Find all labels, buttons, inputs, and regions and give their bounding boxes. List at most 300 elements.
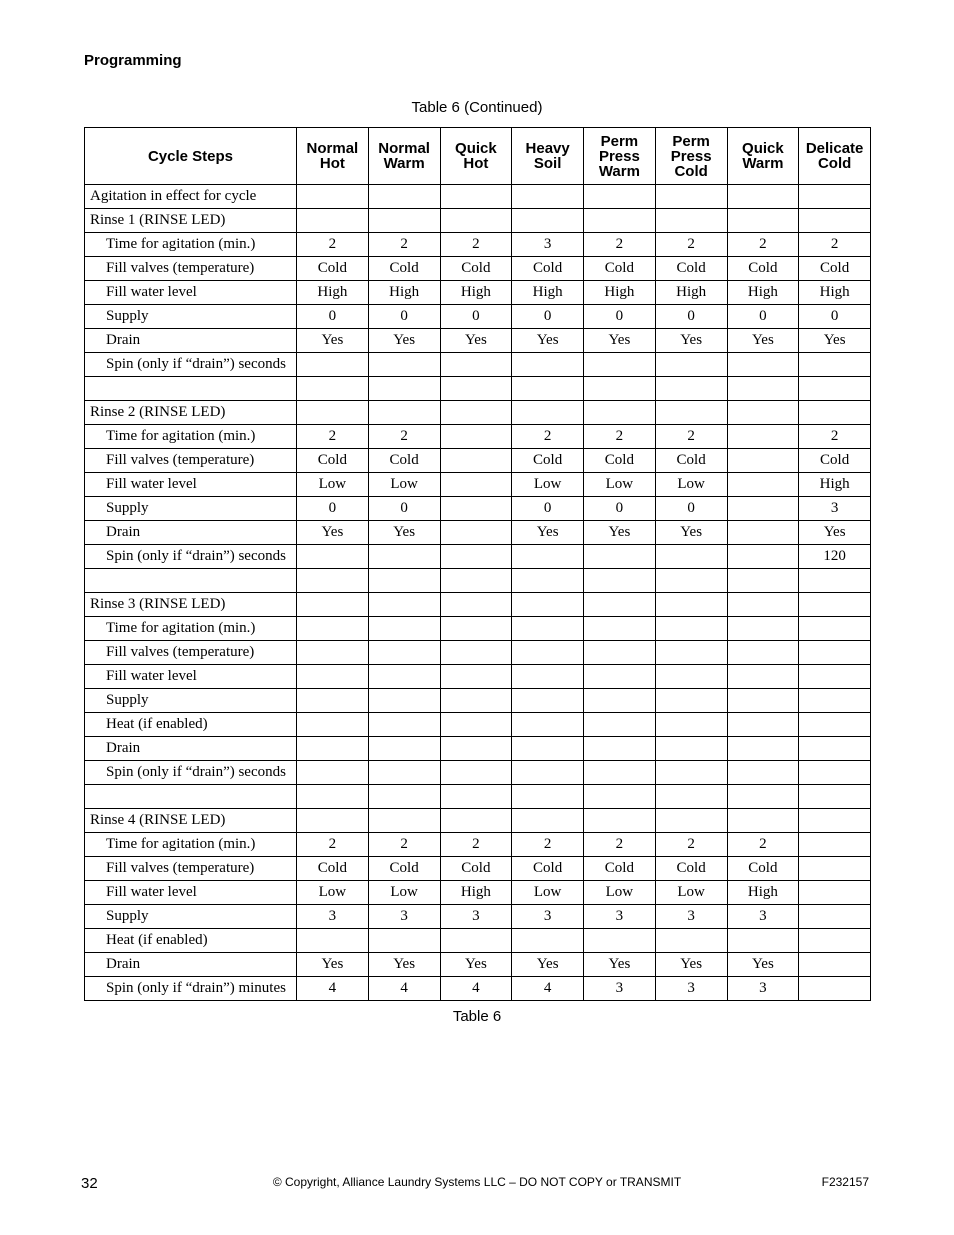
table-cell: [799, 353, 871, 377]
table-cell: Cold: [584, 857, 656, 881]
table-cell: 3: [655, 905, 727, 929]
column-header: Perm Press Cold: [655, 128, 727, 185]
table-cell: [584, 809, 656, 833]
table-cell: [584, 785, 656, 809]
table-cell: Low: [297, 881, 369, 905]
table-cell: [655, 377, 727, 401]
table-cell: 3: [727, 977, 799, 1001]
table-cell: [799, 569, 871, 593]
table-cell: [799, 809, 871, 833]
row-label: Fill water level: [85, 281, 297, 305]
table-cell: [799, 185, 871, 209]
table-cell: [799, 713, 871, 737]
table-row: [85, 905, 871, 929]
table-cell: [799, 953, 871, 977]
table-cell: [655, 641, 727, 665]
table-cell: [584, 209, 656, 233]
table-cell: [512, 401, 584, 425]
cycle-steps-table: [84, 127, 871, 1001]
table-cell: [512, 785, 584, 809]
table-row: [85, 833, 871, 857]
table-cell: Cold: [584, 257, 656, 281]
table-cell: 120: [799, 545, 871, 569]
table-row: [85, 329, 871, 353]
table-cell: 3: [512, 233, 584, 257]
table-cell: [655, 689, 727, 713]
table-cell: [584, 737, 656, 761]
table-cell: High: [799, 473, 871, 497]
table-cell: Cold: [440, 857, 512, 881]
table-cell: [799, 593, 871, 617]
table-cell: [297, 689, 369, 713]
table-body: [85, 185, 871, 1001]
table-row: [85, 209, 871, 233]
row-label: Heat (if enabled): [85, 929, 297, 953]
column-header: Heavy Soil: [512, 128, 584, 185]
table-cell: 2: [584, 425, 656, 449]
table-cell: [727, 185, 799, 209]
row-label: Drain: [85, 953, 297, 977]
table-cell: [727, 449, 799, 473]
table-row: [85, 689, 871, 713]
table-cell: [297, 929, 369, 953]
row-label: Spin (only if “drain”) seconds: [85, 353, 297, 377]
table-cell: [655, 401, 727, 425]
table-row: [85, 473, 871, 497]
table-cell: 3: [297, 905, 369, 929]
table-cell: 2: [512, 833, 584, 857]
row-label: Time for agitation (min.): [85, 425, 297, 449]
table-cell: Cold: [655, 857, 727, 881]
column-header: Perm Press Warm: [584, 128, 656, 185]
table-caption: Table 6 (Continued): [411, 99, 543, 116]
table-cell: Low: [655, 473, 727, 497]
table-cell: Cold: [512, 857, 584, 881]
table-cell: [727, 665, 799, 689]
table-cell: [368, 641, 440, 665]
table-cell: [799, 881, 871, 905]
table-cell: [297, 353, 369, 377]
table-cell: [368, 185, 440, 209]
table-cell: [440, 545, 512, 569]
table-cell: [297, 737, 369, 761]
column-header-cycle-steps: Cycle Steps: [85, 128, 297, 185]
table-cell: 2: [584, 833, 656, 857]
table-cell: [799, 857, 871, 881]
table-cell: [655, 713, 727, 737]
table-cell: 2: [297, 233, 369, 257]
table-cell: Cold: [512, 449, 584, 473]
table-cell: 0: [584, 305, 656, 329]
table-cell: [440, 785, 512, 809]
table-cell: Low: [297, 473, 369, 497]
table-cell: [440, 497, 512, 521]
table-cell: [368, 665, 440, 689]
table-row: [85, 929, 871, 953]
table-cell: [727, 545, 799, 569]
table-cell: 0: [727, 305, 799, 329]
table-cell: [727, 689, 799, 713]
table-cell: [368, 737, 440, 761]
table-cell: [440, 761, 512, 785]
table-cell: [799, 737, 871, 761]
table-cell: Cold: [655, 449, 727, 473]
table-row: [85, 857, 871, 881]
table-cell: 0: [799, 305, 871, 329]
table-cell: [799, 905, 871, 929]
table-row: [85, 953, 871, 977]
table-cell: 2: [440, 233, 512, 257]
table-cell: [799, 617, 871, 641]
row-label: Rinse 4 (RINSE LED): [85, 809, 297, 833]
table-row: [85, 281, 871, 305]
table-cell: [655, 353, 727, 377]
table-row: [85, 305, 871, 329]
table-cell: [512, 353, 584, 377]
table-cell: [799, 689, 871, 713]
table-cell: 3: [727, 905, 799, 929]
table-cell: [512, 593, 584, 617]
table-cell: [584, 545, 656, 569]
table-cell: [440, 713, 512, 737]
table-row: [85, 809, 871, 833]
table-cell: [799, 377, 871, 401]
table-cell: [655, 665, 727, 689]
table-cell: [440, 185, 512, 209]
table-cell: [440, 425, 512, 449]
table-cell: [655, 809, 727, 833]
table-cell: [368, 689, 440, 713]
row-label: Fill water level: [85, 881, 297, 905]
table-cell: 0: [584, 497, 656, 521]
column-header: Normal Warm: [368, 128, 440, 185]
table-cell: [512, 617, 584, 641]
table-cell: 0: [368, 305, 440, 329]
table-cell: [584, 185, 656, 209]
table-cell: [584, 401, 656, 425]
table-cell: Yes: [584, 521, 656, 545]
table-cell: [440, 569, 512, 593]
table-cell: High: [584, 281, 656, 305]
table-cell: [512, 929, 584, 953]
row-label: Supply: [85, 497, 297, 521]
table-cell: 4: [297, 977, 369, 1001]
table-cell: [584, 569, 656, 593]
row-label: Agitation in effect for cycle: [85, 185, 297, 209]
table-cell: [440, 377, 512, 401]
row-label: Heat (if enabled): [85, 713, 297, 737]
table-row: [85, 401, 871, 425]
table-header-row: [85, 128, 871, 185]
column-header: Quick Warm: [727, 128, 799, 185]
table-cell: 4: [368, 977, 440, 1001]
table-cell: 2: [440, 833, 512, 857]
table-cell: Yes: [655, 953, 727, 977]
table-cell: [799, 641, 871, 665]
table-cell: 2: [368, 833, 440, 857]
table-cell: [799, 209, 871, 233]
copyright-notice: © Copyright, Alliance Laundry Systems LLC – DO NOT COPY or TRANSMIT: [272, 1175, 682, 1189]
table-cell: [584, 665, 656, 689]
table-cell: 2: [727, 233, 799, 257]
table-cell: Cold: [512, 257, 584, 281]
row-label: Spin (only if “drain”) minutes: [85, 977, 297, 1001]
table-cell: [655, 209, 727, 233]
table-cell: Low: [512, 473, 584, 497]
row-label: Fill valves (temperature): [85, 257, 297, 281]
table-cell: 4: [512, 977, 584, 1001]
table-cell: [297, 761, 369, 785]
table-cell: 2: [297, 833, 369, 857]
table-row: [85, 593, 871, 617]
table-row: [85, 353, 871, 377]
table-cell: [727, 617, 799, 641]
table-cell: Low: [368, 881, 440, 905]
table-cell: [368, 617, 440, 641]
table-cell: Cold: [655, 257, 727, 281]
table-row: [85, 569, 871, 593]
table-cell: [512, 377, 584, 401]
table-cell: [512, 545, 584, 569]
table-cell: Cold: [799, 449, 871, 473]
table-cell: High: [727, 281, 799, 305]
table-cell: [297, 785, 369, 809]
row-label: [85, 377, 297, 401]
table-cell: Yes: [512, 329, 584, 353]
table-cell: 2: [655, 833, 727, 857]
table-cell: Yes: [727, 953, 799, 977]
table-cell: [727, 377, 799, 401]
table-cell: [440, 665, 512, 689]
table-row: [85, 977, 871, 1001]
table-cell: [727, 209, 799, 233]
table-cell: [440, 401, 512, 425]
row-label: Spin (only if “drain”) seconds: [85, 545, 297, 569]
table-cell: [512, 569, 584, 593]
table-cell: [368, 785, 440, 809]
table-row: [85, 785, 871, 809]
row-label: [85, 569, 297, 593]
table-cell: Yes: [584, 329, 656, 353]
table-cell: [799, 929, 871, 953]
table-row: [85, 377, 871, 401]
table-cell: [512, 209, 584, 233]
table-cell: 3: [584, 905, 656, 929]
table-cell: Low: [584, 881, 656, 905]
table-cell: 0: [512, 497, 584, 521]
document-id: F232157: [821, 1175, 869, 1189]
table-row: [85, 737, 871, 761]
table-cell: [297, 545, 369, 569]
table-cell: [297, 641, 369, 665]
table-cell: Cold: [368, 857, 440, 881]
table-cell: High: [727, 881, 799, 905]
table-cell: 3: [584, 977, 656, 1001]
table-cell: Yes: [799, 329, 871, 353]
table-cell: [727, 353, 799, 377]
row-label: Spin (only if “drain”) seconds: [85, 761, 297, 785]
table-cell: [368, 569, 440, 593]
table-cell: [297, 713, 369, 737]
table-cell: High: [655, 281, 727, 305]
table-cell: High: [440, 281, 512, 305]
table-cell: [655, 929, 727, 953]
table-row: [85, 545, 871, 569]
table-cell: [368, 377, 440, 401]
table-cell: [512, 185, 584, 209]
table-cell: [799, 761, 871, 785]
table-cell: [799, 785, 871, 809]
table-cell: 2: [584, 233, 656, 257]
table-cell: Yes: [440, 329, 512, 353]
table-cell: [368, 713, 440, 737]
table-cell: [297, 185, 369, 209]
table-cell: 2: [512, 425, 584, 449]
table-cell: [440, 617, 512, 641]
row-label: Supply: [85, 905, 297, 929]
row-label: [85, 785, 297, 809]
table-cell: 3: [440, 905, 512, 929]
table-cell: [727, 929, 799, 953]
table-cell: [727, 785, 799, 809]
table-cell: [727, 713, 799, 737]
section-title: Programming: [84, 52, 182, 69]
table-cell: [655, 737, 727, 761]
table-cell: Cold: [297, 857, 369, 881]
table-cell: [440, 593, 512, 617]
table-cell: [727, 761, 799, 785]
table-cell: [440, 641, 512, 665]
table-cell: Yes: [512, 521, 584, 545]
table-cell: Cold: [368, 257, 440, 281]
table-cell: [297, 809, 369, 833]
table-row: [85, 497, 871, 521]
row-label: Drain: [85, 521, 297, 545]
table-cell: [584, 353, 656, 377]
table-cell: [368, 545, 440, 569]
table-cell: 0: [297, 305, 369, 329]
table-cell: [584, 593, 656, 617]
row-label: Rinse 2 (RINSE LED): [85, 401, 297, 425]
table-cell: [799, 401, 871, 425]
table-cell: Yes: [799, 521, 871, 545]
table-cell: Yes: [440, 953, 512, 977]
table-cell: Yes: [297, 521, 369, 545]
table-cell: [368, 401, 440, 425]
table-row: [85, 665, 871, 689]
row-label: Fill valves (temperature): [85, 641, 297, 665]
table-cell: 2: [799, 425, 871, 449]
row-label: Drain: [85, 329, 297, 353]
table-cell: [440, 209, 512, 233]
table-cell: [368, 929, 440, 953]
table-cell: Yes: [297, 953, 369, 977]
table-cell: [727, 809, 799, 833]
table-cell: Cold: [368, 449, 440, 473]
table-cell: [512, 809, 584, 833]
table-cell: [440, 473, 512, 497]
row-label: Rinse 1 (RINSE LED): [85, 209, 297, 233]
table-cell: High: [512, 281, 584, 305]
table-cell: [655, 617, 727, 641]
table-cell: [799, 833, 871, 857]
table-cell: [584, 617, 656, 641]
table-cell: [584, 377, 656, 401]
table-cell: Low: [584, 473, 656, 497]
table-cell: [440, 521, 512, 545]
row-label: Time for agitation (min.): [85, 833, 297, 857]
table-cell: [368, 809, 440, 833]
table-cell: [727, 497, 799, 521]
table-cell: 0: [655, 497, 727, 521]
table-cell: Cold: [727, 857, 799, 881]
table-cell: 3: [512, 905, 584, 929]
table-cell: [368, 353, 440, 377]
row-label: Supply: [85, 305, 297, 329]
table-cell: Yes: [368, 521, 440, 545]
table-row: [85, 425, 871, 449]
table-cell: [368, 593, 440, 617]
column-header: Delicate Cold: [799, 128, 871, 185]
table-cell: [727, 473, 799, 497]
table-row: [85, 713, 871, 737]
table-cell: 2: [799, 233, 871, 257]
table-cell: 2: [368, 233, 440, 257]
table-cell: Yes: [512, 953, 584, 977]
table-row: [85, 185, 871, 209]
row-label: Drain: [85, 737, 297, 761]
table-cell: High: [368, 281, 440, 305]
table-cell: 3: [655, 977, 727, 1001]
table-cell: [727, 521, 799, 545]
table-row: [85, 449, 871, 473]
table-cell: 3: [799, 497, 871, 521]
table-cell: [727, 569, 799, 593]
table-cell: [584, 761, 656, 785]
table-cell: [297, 617, 369, 641]
table-row: [85, 641, 871, 665]
table-cell: 0: [655, 305, 727, 329]
table-cell: High: [440, 881, 512, 905]
table-caption-bottom: Table 6: [452, 1008, 502, 1025]
table-cell: [440, 809, 512, 833]
table-cell: [440, 353, 512, 377]
row-label: Fill water level: [85, 473, 297, 497]
table-cell: [297, 665, 369, 689]
row-label: Fill valves (temperature): [85, 857, 297, 881]
table-cell: Cold: [440, 257, 512, 281]
table-cell: [368, 209, 440, 233]
table-cell: 4: [440, 977, 512, 1001]
table-cell: [655, 185, 727, 209]
table-cell: [727, 593, 799, 617]
table-cell: Yes: [655, 329, 727, 353]
table-cell: [512, 665, 584, 689]
table-cell: [727, 425, 799, 449]
table-cell: Low: [655, 881, 727, 905]
row-label: Fill water level: [85, 665, 297, 689]
table-cell: [655, 569, 727, 593]
table-cell: 0: [368, 497, 440, 521]
table-cell: Cold: [799, 257, 871, 281]
table-cell: Cold: [727, 257, 799, 281]
table-cell: Cold: [297, 449, 369, 473]
table-cell: 0: [512, 305, 584, 329]
table-cell: Yes: [368, 953, 440, 977]
page-number: 32: [81, 1175, 98, 1192]
table-cell: [727, 737, 799, 761]
table-cell: 2: [297, 425, 369, 449]
